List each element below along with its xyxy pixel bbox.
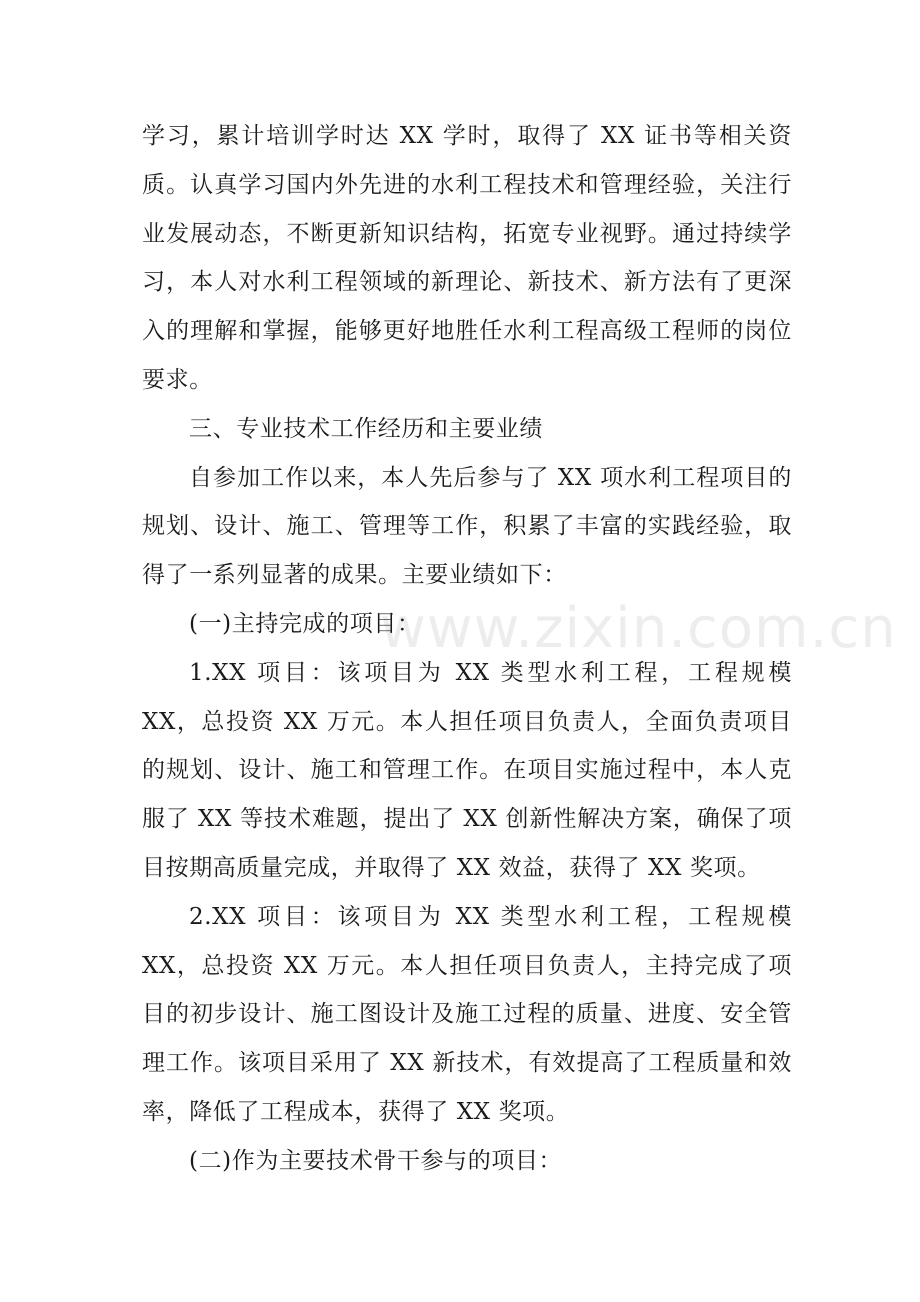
paragraph-work-summary: 自参加工作以来，本人先后参与了 XX 项水利工程项目的规划、设计、施工、管理等工作，积累了丰富的实践经验，取得了一系列显著的成果。主要业绩如下： (142, 464, 792, 589)
paragraph-project-1: 1.XX 项目：该项目为 XX 类型水利工程，工程规模 XX，总投资 XX 万元。本人担任项目负责人，全面负责项目的规划、设计、施工和管理工作。在项目实施过程中，本人克服了 XX 等技术难题，提出了 XX 创新性解决方案，确保了项目按期高质量完成，并取得了 XX 效益，获得了 XX 奖项。 (142, 659, 792, 881)
subheading-participated-projects: (二)作为主要技术骨干参与的项目： (189, 1147, 563, 1174)
paragraph-project-2: 2.XX 项目：该项目为 XX 类型水利工程，工程规模 XX，总投资 XX 万元。本人担任项目负责人，主持完成了项目的初步设计、施工图设计及施工过程的质量、进度、安全管理工作。该项目采用了 XX 新技术，有效提高了工程质量和效率，降低了工程成本，获得了 XX 奖项。 (142, 903, 792, 1125)
paragraph-study-continuation: 学习，累计培训学时达 XX 学时，取得了 XX 证书等相关资质。认真学习国内外先进的水利工程技术和管理经验，关注行业发展动态，不断更新知识结构，拓宽专业视野。通过持续学习，本人对水利工程领域的新理论、新技术、新方法有了更深入的理解和掌握，能够更好地胜任水利工程高级工程师的岗位要求。 (142, 123, 792, 393)
section-heading-work-experience: 三、专业技术工作经历和主要业绩 (189, 415, 543, 442)
subheading-led-projects: (一)主持完成的项目： (189, 610, 421, 637)
site-watermark: www.zixin.com.cn (380, 596, 897, 661)
